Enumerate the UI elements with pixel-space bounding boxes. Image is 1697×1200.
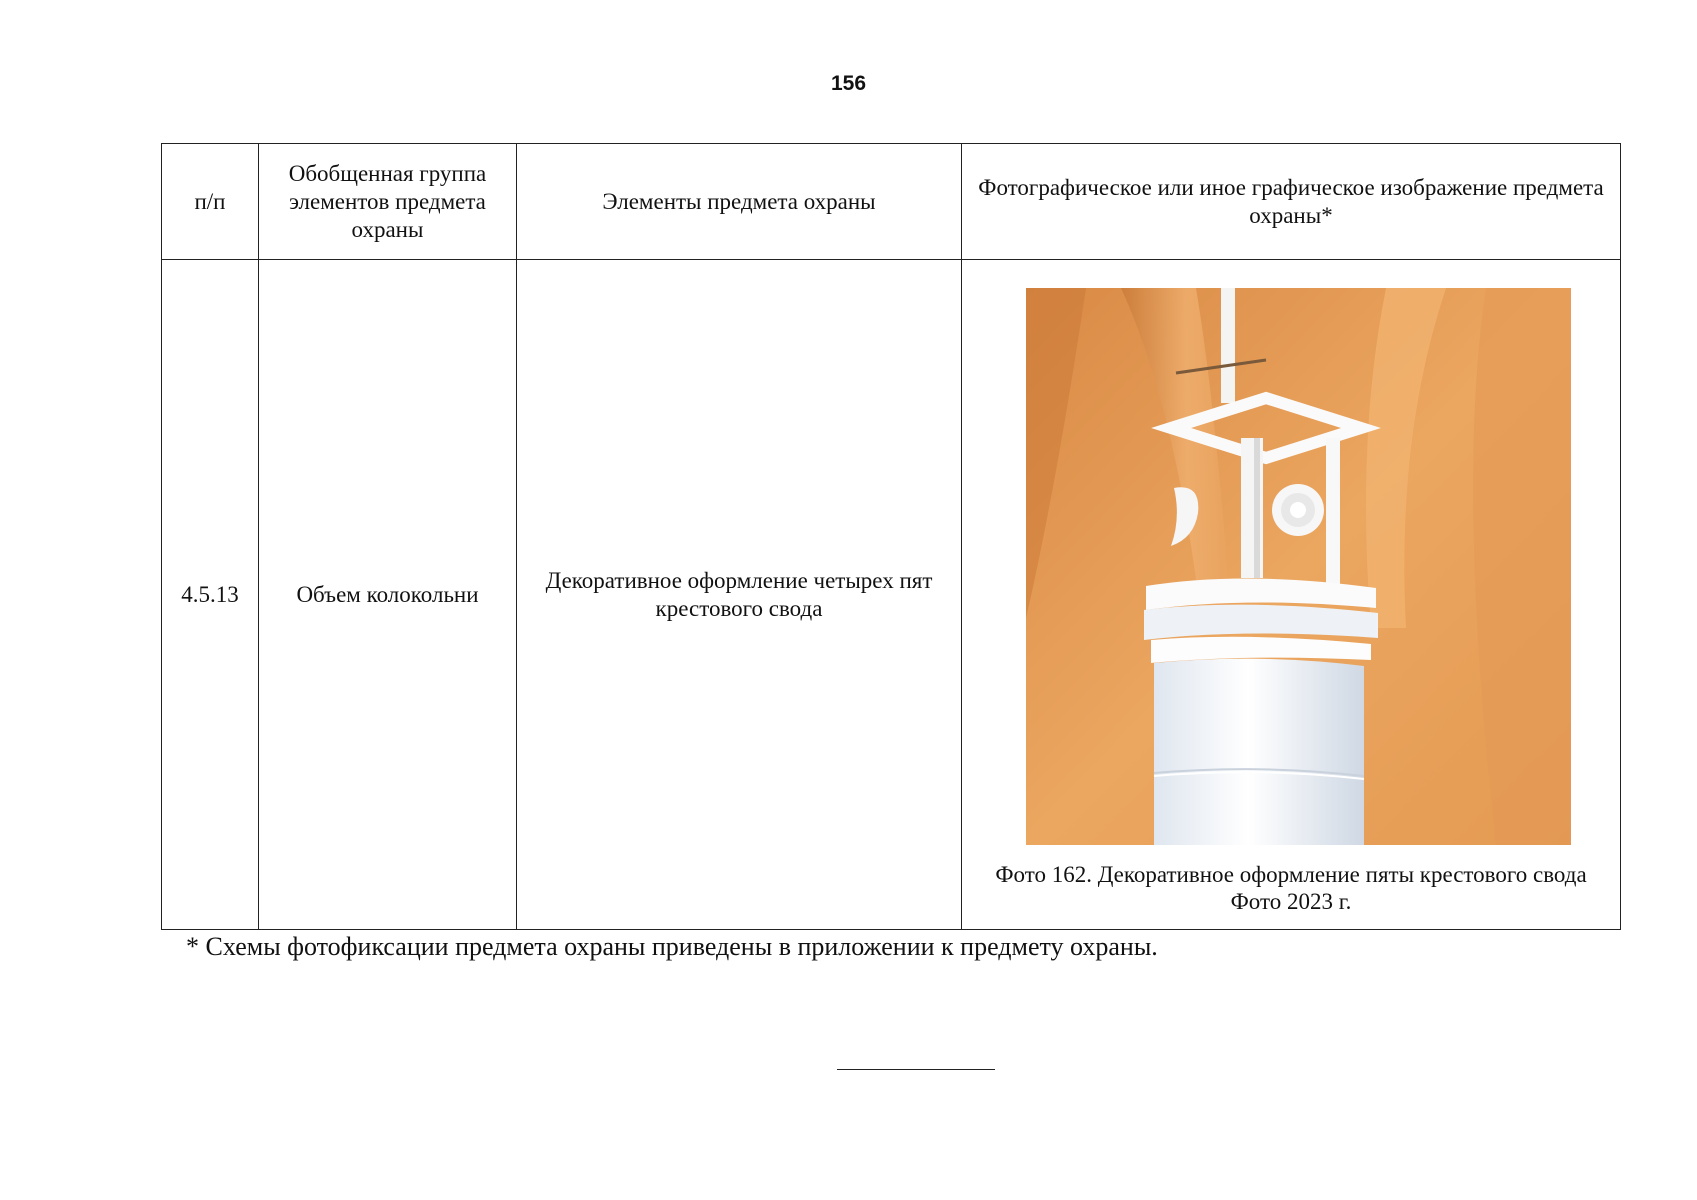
header-photo: Фотографическое или иное графическое изображение предмета охраны* [962,144,1621,260]
header-group: Обобщенная группа элементов предмета охраны [259,144,517,260]
protection-table [161,143,1621,930]
header-elements: Элементы предмета охраны [517,144,962,260]
row-group: Объем колокольни [259,260,517,930]
row-element: Декоративное оформление четырех пят крестового свода [517,260,962,930]
footer-divider [837,1069,995,1070]
row-photo-cell [962,260,1621,930]
footnote: * Схемы фотофиксации предмета охраны приведены в приложении к предмету охраны. [186,932,1158,961]
photo-caption-title: Фото 162. Декоративное оформление пяты крестового свода [995,861,1587,887]
table-row [162,260,1621,930]
table-header-row [162,144,1621,260]
photo-caption [970,861,1612,915]
page-number: 156 [830,72,867,95]
vault-springer-photo [1026,288,1571,845]
row-number: 4.5.13 [162,260,259,930]
header-number: п/п [162,144,259,260]
photo-caption-year: Фото 2023 г. [1230,888,1352,914]
